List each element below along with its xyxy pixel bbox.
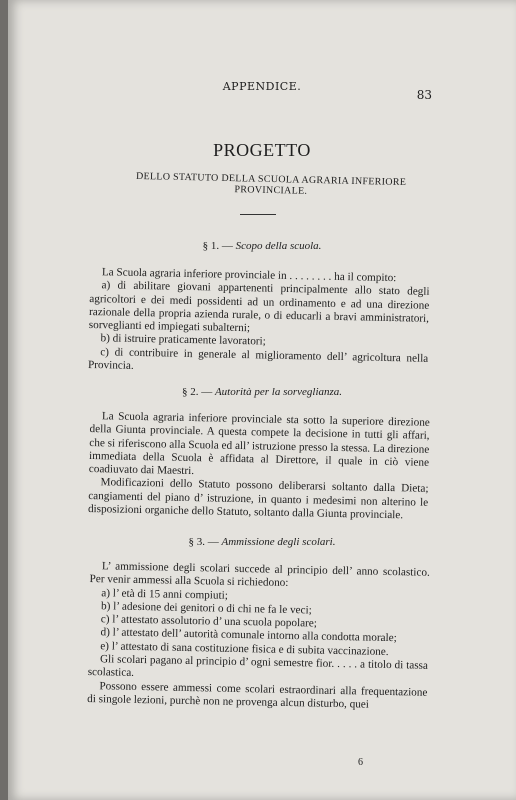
title-divider [240,214,276,215]
document-title: PROGETTO [213,140,311,160]
paragraph: Gli scolari pagano al principio d’ ogni semestre fior. . . . . a titolo di tassa scolastica. [87,653,429,680]
document-subtitle: DELLO STATUTO DELLA SCUOLA AGRARIA INFERIORE PROVINCIALE. [135,170,407,197]
list-item: c) di contribuire in generale al miglioramento dell’ agricoltura nella Provincia. [87,346,429,372]
section-3-body [87,560,430,713]
list-item: a) di abilitare giovani appartenenti principalmente allo stato degli agricoltori e dei medi possidenti ad un ordinamento e ad una direzione razionale della propria azienda rurale, o di educarli a bravi amministratori, sorveglianti ed impiegati subalterni; [88,279,430,335]
list-item: b) di istruire praticamente lavoratori; [100,332,266,349]
list-item: b) l’ adesione dei genitori o di chi ne fa le veci; [100,600,312,617]
paragraph: Modificazioni dello Statuto possono deliberarsi soltanto dalla Dieta; cangiamenti del piano d’ istruzione, in quanto i medesimi non alterino le disposizioni organiche dello Statuto, soltanto dalla Giunta provinciale. [87,476,429,522]
paragraph: Possono essere ammessi come scolari estraordinari alla frequentazione di singole lezioni, purchè non ne provenga alcun disturbo, quei [87,679,428,711]
paragraph: L’ ammissione degli scolari succede al principio dell’ anno scolastico. Per venir ammessi alla Scuola si richiedono: [89,560,430,590]
paragraph: La Scuola agraria inferiore provinciale in . . . . . . . . ha il compito: [101,266,397,285]
section-1-heading [8,240,516,252]
list-item: d) l’ attestato dell’ autorità comunale intorno alla condotta morale; [100,626,397,645]
section-1-body [88,266,430,379]
section-number: § 3. — [188,536,219,548]
document-page [8,0,516,800]
page-number: 83 [416,88,432,102]
paragraph: La Scuola agraria inferiore provinciale sta sotto la superiore direzione della Giunta provinciale. A questa compete la decisione in tutti gli affari, che si riferiscono alla Scuola ed all’ istruzione presso la stessa. La direzione immediata della Scuola è affidata al Direttore, il quale in ciò viene coadiuvato dai Maestri. [88,410,430,478]
section-3-heading [8,536,516,548]
list-item: e) l’ attestato di sana costituzione fisica e di subita vaccinazione. [100,640,389,658]
list-item: c) l’ attestato assolutorio d’ una scuola popolare; [100,613,318,630]
section-2-heading [8,386,516,398]
signature-mark: 6 [358,757,363,768]
section-title: Autorità per la sorveglianza. [214,386,343,398]
section-number: § 1. — [202,240,233,252]
section-title: Scopo della scuola. [235,240,322,252]
running-title: APPENDICE. [222,80,302,93]
section-2-body [88,410,430,523]
list-item: a) l’ età di 15 anni compiuti; [101,586,228,602]
section-title: Ammissione degli scolari. [221,536,336,548]
section-number: § 2. — [181,386,213,398]
